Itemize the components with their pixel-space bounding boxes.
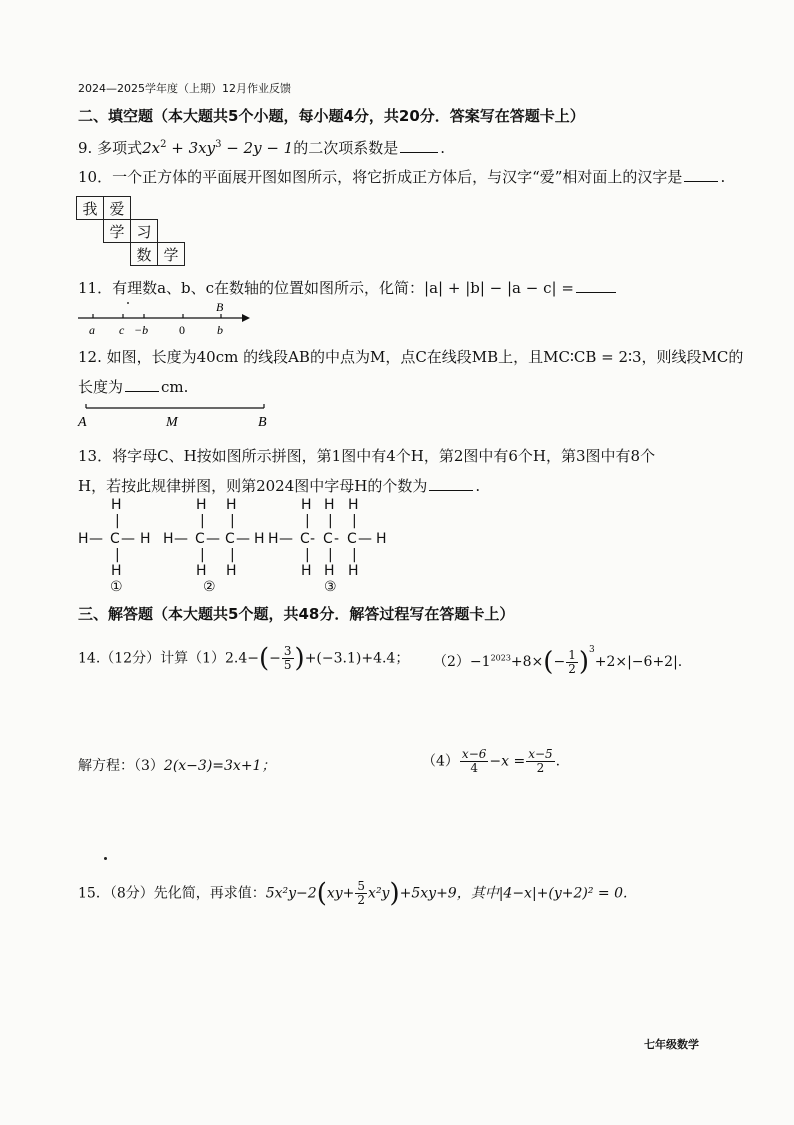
q9-expr-c: − 2y − 1: [221, 139, 294, 157]
q9-expr-b: + 3xy: [166, 139, 216, 157]
q10-text: 10．一个正方体的平面展开图如图所示，将它折成正方体后，与汉字“爱”相对面上的汉字是: [78, 168, 683, 186]
q9-expr-a: 2x: [142, 139, 161, 157]
fraction-3-5: $\frac{3}{5}$: [283, 644, 292, 672]
number-line-mark: [127, 302, 129, 304]
question-11: [78, 277, 618, 298]
section-3-title: 三、解答题（本大题共5个题，共48分．解答过程写在答题卡上）: [78, 605, 515, 623]
cube-cell-5: 数: [130, 242, 158, 266]
figure-2-molecule: H H | | H — C — C — H | | H H ②: [163, 497, 265, 595]
q13-answer-blank: [429, 476, 473, 491]
question-14-part4: （4） $\frac{x-6}{4}$ −x = $\frac{x-5}{2}$ .: [422, 747, 561, 775]
q9-prefix: 9. 多项式: [78, 139, 143, 157]
q9-suffix: 的二次项系数是: [293, 139, 399, 157]
axis-label-zero: 0: [179, 323, 185, 337]
fraction-x5-2: $\frac{x-5}{2}$: [528, 747, 553, 775]
number-line: [76, 300, 251, 338]
page-header: 2024—2025学年度（上期）12月作业反馈: [78, 82, 291, 95]
h-atom: H: [78, 531, 89, 547]
question-12-line1: 12. 如图，长度为40cm 的线段AB的中点为M，点C在线段MB上，且MC∶CB = 2∶3，则线段MC的: [78, 348, 744, 366]
figure-1-label: ①: [110, 579, 123, 595]
question-9: 9. 多项式$2x^2 + 3xy^3 - 2y - 1$的二次项系数是 .: [78, 139, 446, 157]
cube-cell-3: 学: [103, 219, 131, 243]
axis-label-a: a: [89, 323, 95, 337]
q12-answer-blank: [125, 377, 159, 392]
axis-label-b: b: [217, 323, 223, 337]
figure-3-label: ③: [324, 579, 337, 595]
cube-cell-6: 学: [157, 242, 185, 266]
fraction-5-2: $\frac{5}{2}$: [357, 879, 366, 907]
question-15: 15．（8分）先化简，再求值：5x²y−2(xy+ $\frac{5}{2}$ x²y)+5xy+9，其中|4−x|+(y+2)² = 0.: [78, 878, 628, 909]
page-footer: 七年级数学: [644, 1038, 699, 1051]
q11-text: 11．有理数a、b、c在数轴的位置如图所示，化简：|a| + |b| − |a − c| =: [78, 279, 574, 297]
question-10: 10．一个正方体的平面展开图如图所示，将它折成正方体后，与汉字“爱”相对面上的汉字是 .: [78, 168, 726, 186]
figure-2-label: ②: [203, 579, 216, 595]
cube-cell-2: 爱: [103, 196, 131, 220]
stray-dot: [104, 857, 107, 860]
c-atom: C: [110, 531, 120, 547]
cube-cell-4: 习: [130, 219, 158, 243]
section-2-title: 二、填空题（本大题共5个小题，每小题4分，共20分．答案写在答题卡上）: [78, 107, 585, 125]
number-line-arrow: [242, 314, 250, 322]
figure-3-molecule: H H H | | | H — C - C - C — H | | | H H H ③: [268, 497, 387, 595]
point-label-a: A: [78, 415, 87, 430]
h-atom: H: [111, 563, 122, 579]
fraction-1-2: $\frac{1}{2}$: [568, 647, 576, 676]
question-13-line2: H，若按此规律拼图，则第2024图中字母H的个数为 .: [78, 477, 481, 495]
q11-answer-blank: [576, 278, 616, 293]
segment-diagram: [76, 400, 276, 430]
question-14-part3: 解方程：（3）2(x−3)=3x+1；: [78, 758, 276, 774]
h-atom: H: [111, 497, 122, 513]
axis-label-neg-b: −b: [134, 323, 149, 337]
point-label-m: M: [166, 415, 178, 430]
cube-cell-1: 我: [76, 196, 104, 220]
axis-top-label-B: B: [216, 300, 224, 314]
question-14-part2: $(2)-1^{2023}+8\times(-$ $\frac{1}{2}$ )$^3$+2×|−6+2|.: [433, 645, 683, 677]
fraction-x6-4: $\frac{x-6}{4}$: [461, 747, 487, 775]
h-atom: H: [140, 531, 151, 547]
q9-answer-blank: [400, 138, 438, 153]
axis-label-c: c: [119, 323, 125, 337]
question-13-line1: 13．将字母C、H按如图所示拼图，第1图中有4个H，第2图中有6个H，第3图中有8个: [78, 447, 656, 465]
point-label-b: B: [258, 415, 267, 430]
question-14-part1: 14.（12分）计算（1）2.4−(− $\frac{3}{5}$ )+(−3.1)+4.4；: [78, 643, 410, 674]
question-12-line2: 长度为 cm.: [78, 378, 189, 396]
figure-1-molecule: H | H — C — H | H ①: [78, 497, 151, 595]
q10-answer-blank: [684, 167, 718, 182]
